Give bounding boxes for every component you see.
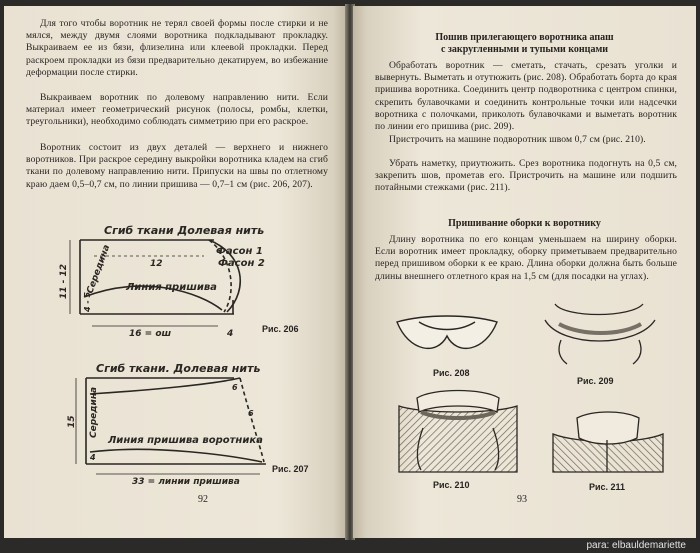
fig206-top-dim: 12 xyxy=(150,259,163,269)
right-paragraph-ruffle: Длину воротника по его концам уменьшаем на ширину оборки. Если воротник имеет прокладку, оборку приметываем предварительно перед пришивом оборки к ее краю. Длина оборки должна быть больше длины внешнего отлетного края на 1,5 см (для посадки на углах). xyxy=(375,234,677,282)
figure-209-label: Рис. 209 xyxy=(577,376,614,386)
fig206-center: Середина xyxy=(85,243,113,296)
fig207-top-dim: 6 xyxy=(232,383,238,392)
figure-209-drawing xyxy=(541,298,661,368)
figure-208-drawing xyxy=(389,308,509,368)
fig206-left-dim2: 4 - 5 xyxy=(83,291,92,312)
figure-211-drawing xyxy=(549,410,669,474)
figure-208-label: Рис. 208 xyxy=(433,368,470,378)
figure-206-label: Рис. 206 xyxy=(262,324,299,334)
right-heading-2: с закругленными и тупыми концами xyxy=(440,44,609,55)
fig207-center: Середина xyxy=(89,386,99,438)
figure-210-drawing xyxy=(393,388,523,472)
watermark: para: elbauldemariette xyxy=(586,540,686,551)
fig207-left-dim: 15 xyxy=(67,415,77,428)
left-paragraph-1: Для того чтобы воротник не терял своей формы после стирки и не мялся, между двумя слоями воротника подкладывают прокладку. Выкраиваем ее из бязи, флизелина или клеевой прокладки. Перед раскроем прокладки из бязи предварительно декатируем, во избежание деформации после стирки. xyxy=(26,18,328,78)
right-paragraph-2: Пристрочить на машине подворотник швом 0,7 см (рис. 210). xyxy=(389,134,646,145)
fig206-fold-label: Сгиб ткани Долевая нить xyxy=(104,224,265,237)
fig206-style1: Фасон 1 xyxy=(216,246,263,257)
fig207-fold-label: Сгиб ткани. Долевая нить xyxy=(96,362,261,375)
right-paragraph-3: Убрать наметку, приутюжить. Срез воротника подогнуть на 0,5 см, закрепить шов, прометав его. Пристрочить на машине или подшить потайными стежками (рис. 211). xyxy=(375,158,677,194)
fig207-bottom-dim: 33 = линии пришива xyxy=(132,477,240,487)
right-heading-3: Пришивание оборки к воротнику xyxy=(448,218,601,229)
fig206-corner-dim: 4 xyxy=(227,329,234,339)
fig206-left-dim: 11 - 12 xyxy=(59,263,69,299)
left-page-number: 92 xyxy=(198,494,208,505)
fig206-seam-line: Линия пришива xyxy=(126,282,217,293)
left-page xyxy=(4,6,347,538)
right-page-number: 93 xyxy=(517,494,527,505)
fig207-seam-line: Линия пришива воротника xyxy=(108,435,263,446)
right-heading-1: Пошив прилегающего воротника апаш xyxy=(435,32,614,43)
fig206-style2: Фасон 2 xyxy=(218,258,265,269)
figure-211-label: Рис. 211 xyxy=(589,482,626,492)
figure-207-label: Рис. 207 xyxy=(272,464,309,474)
right-page xyxy=(353,6,696,538)
fig207-small-dim: 4 xyxy=(90,453,96,462)
fig207-side-dim: 6 xyxy=(248,409,254,418)
left-paragraph-2: Выкраиваем воротник по долевому направлению нити. Если материал имеет геометрический рисунок (полосы, ромбы, клетки, треугольники), необходимо соблюдать симметрию при его раскрое. xyxy=(26,92,328,128)
figure-206-diagram xyxy=(4,214,347,339)
right-paragraph-1: Обработать воротник — сметать, стачать, срезать уголки и вывернуть. Выметать и отутюжить (рис. 208). Обработать борта до края пришива воротника. Соединить центр подворотника с центром спинки, скрепить булавочками и соединить контрольные точки или надсечки воротника с полочками, приколоть булавочками и выметать воротник по линии его пришива (рис. 209). xyxy=(375,60,677,133)
figure-210-label: Рис. 210 xyxy=(433,480,470,490)
fig206-bottom-dim: 16 = ош xyxy=(129,329,172,339)
left-paragraph-3: Воротник состоит из двух деталей — верхнего и нижнего воротников. При раскрое середину выкройки воротника кладем на сгиб ткани по долевому направлению нити. Припуски на швы по отлетному краю даем 0,5–0,7 см, по линии пришива — 0,7–1 см (рис. 206, 207). xyxy=(26,142,328,190)
